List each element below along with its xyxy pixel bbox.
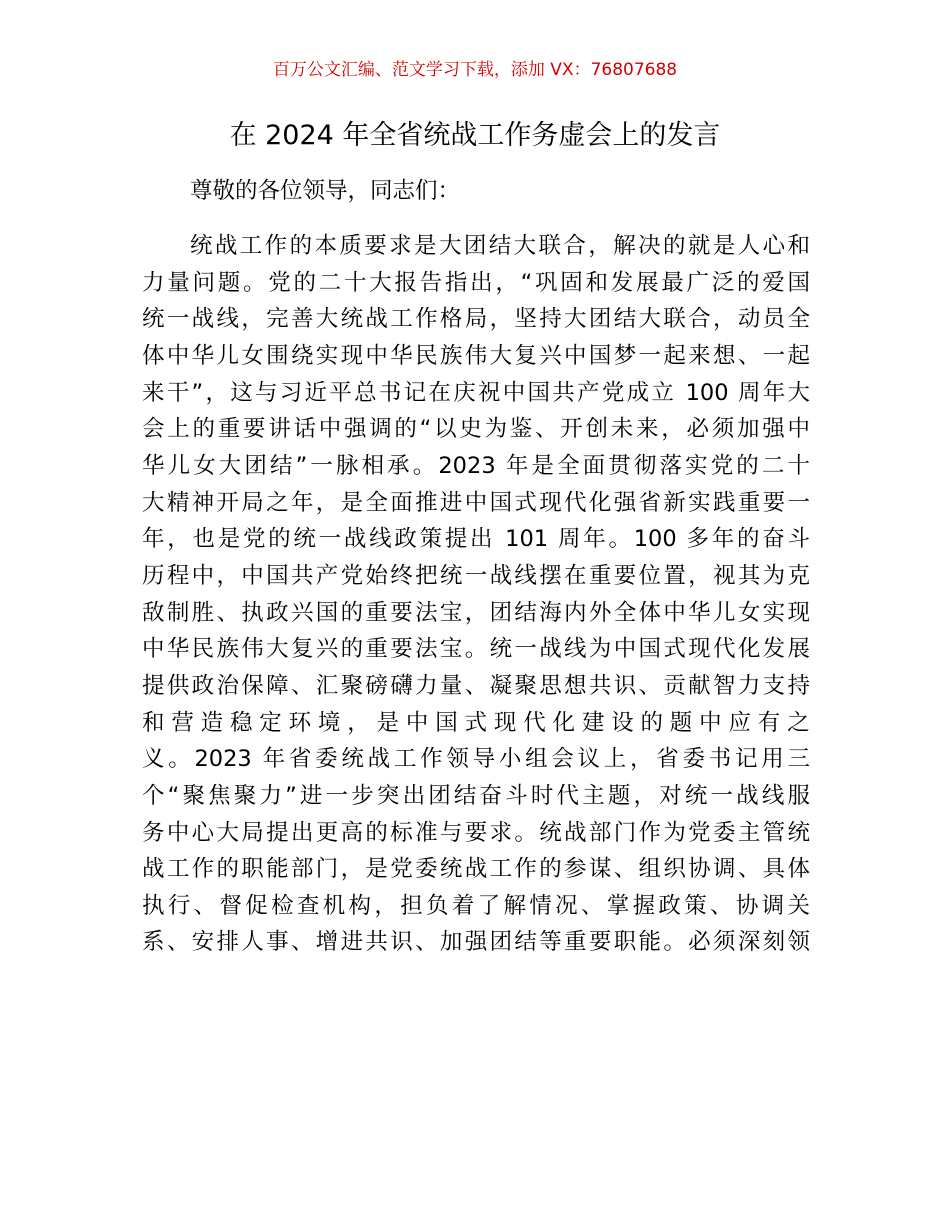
- header-note: 百万公文汇编、范文学习下载，添加 VX：76807688: [272, 60, 678, 80]
- paragraph-line: 义。2023 年省委统战工作领导小组会议上，省委书记用三: [142, 746, 810, 773]
- paragraph-line: 提供政治保障、汇聚磅礴力量、凝聚思想共识、贡献智力支持: [142, 672, 810, 699]
- paragraph-line: 会上的重要讲话中强调的“以史为鉴、开创未来，必须加强中: [142, 416, 810, 443]
- paragraph-line: 战工作的职能部门，是党委统战工作的参谋、组织协调、具体: [142, 856, 810, 883]
- paragraph-line: 历程中，中国共产党始终把统一战线摆在重要位置，视其为克: [142, 562, 810, 589]
- document-title: 在 2024 年全省统战工作务虚会上的发言: [229, 120, 721, 151]
- paragraph-line: 力量问题。党的二十大报告指出，“巩固和发展最广泛的爱国: [142, 269, 810, 296]
- paragraph-line: 个“聚焦聚力”进一步突出团结奋斗时代主题，对统一战线服: [142, 782, 810, 809]
- paragraph-line: 华儿女大团结”一脉相承。2023 年是全面贯彻落实党的二十: [142, 452, 810, 479]
- paragraph-line: 和营造稳定环境，是中国式现代化建设的题中应有之: [142, 709, 810, 736]
- paragraph-line: 务中心大局提出更高的标准与要求。统战部门作为党委主管统: [142, 819, 810, 846]
- paragraph-line: 中华民族伟大复兴的重要法宝。统一战线为中国式现代化发展: [142, 636, 810, 663]
- paragraph-line: 年，也是党的统一战线政策提出 101 周年。100 多年的奋斗: [142, 526, 810, 553]
- paragraph-line: 统一战线，完善大统战工作格局，坚持大团结大联合，动员全: [142, 306, 810, 333]
- paragraph-line: 统战工作的本质要求是大团结大联合，解决的就是人心和: [190, 233, 810, 259]
- paragraph-line: 大精神开局之年，是全面推进中国式现代化强省新实践重要一: [142, 489, 810, 516]
- body-paragraph: [142, 228, 810, 961]
- paragraph-line: 系、安排人事、增进共识、加强团结等重要职能。必须深刻领: [142, 929, 810, 956]
- paragraph-line: 体中华儿女围绕实现中华民族伟大复兴中国梦一起来想、一起: [142, 342, 810, 369]
- paragraph-line: 执行、督促检查机构，担负着了解情况、掌握政策、协调关: [142, 892, 810, 919]
- paragraph-line: 来干”，这与习近平总书记在庆祝中国共产党成立 100 周年大: [142, 379, 810, 406]
- salutation: 尊敬的各位领导，同志们：: [190, 178, 461, 204]
- paragraph-line: 敌制胜、执政兴国的重要法宝，团结海内外全体中华儿女实现: [142, 599, 810, 626]
